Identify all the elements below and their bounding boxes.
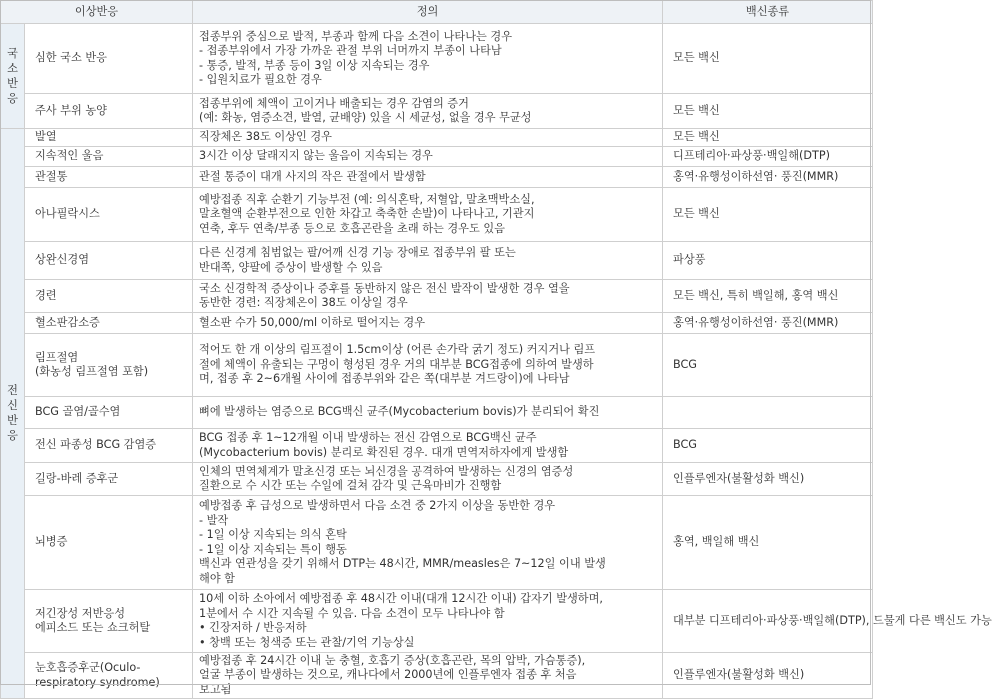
vaccine-type bbox=[663, 94, 873, 129]
reaction-definition-line: 보고됨 bbox=[199, 682, 232, 696]
reaction-definition-line: 말초혈액 순환부전으로 인한 차갑고 축축한 손발)이 나타나고, 기관지 bbox=[199, 207, 535, 221]
vaccine-type-line: (DTP), 드물게 다른 백신도 가능 bbox=[835, 613, 992, 627]
reaction-definition-line: 다른 신경계 침범없는 팔/어깨 신경 기능 장애로 접종부위 팔 또는 bbox=[199, 246, 516, 259]
table-row bbox=[1, 280, 873, 313]
vaccine-type bbox=[663, 313, 873, 334]
header-definition: 정의 bbox=[193, 1, 663, 24]
header-vaccine: 백신종류 bbox=[663, 1, 873, 24]
reaction-definition-line: 백신과 연관성을 갖기 위해서 DTP는 48시간, MMR/measles은 7~12일 이내 발생 bbox=[199, 557, 606, 570]
reaction-definition-line: 혈소판 수가 50,000/ml 이하로 떨어지는 경우 bbox=[199, 315, 426, 329]
reaction-definition bbox=[193, 397, 663, 429]
vaccine-type-line: BCG bbox=[673, 438, 697, 452]
reaction-definition-line: 절에 체액이 유출되는 구멍이 형성된 경우 거의 대부분 BCG접종에 의하여 발생하 bbox=[199, 357, 594, 371]
table-row bbox=[1, 397, 873, 429]
reaction-name-line: (화농성 림프절염 포함) bbox=[35, 365, 149, 378]
table-header-row bbox=[1, 1, 873, 24]
reaction-definition-line: 얼굴 부종이 발생하는 것으로, 캐나다에서 2000년에 인플루엔자 접종 후 처음 bbox=[199, 668, 577, 682]
vaccine-type bbox=[663, 242, 873, 280]
table-row bbox=[1, 242, 873, 280]
group-label-systemic: 전신반응 bbox=[7, 384, 18, 443]
vaccine-type bbox=[663, 280, 873, 313]
reaction-name-line: 아나필락시스 bbox=[35, 207, 100, 221]
reaction-definition-line: 동반한 경련: 직장체온이 38도 이상일 경우 bbox=[199, 296, 408, 309]
reaction-definition bbox=[193, 94, 663, 129]
reaction-definition-line: 10세 이하 소아에서 예방접종 후 48시간 이내(대개 12시간 이내) 갑자기 발생하며, bbox=[199, 592, 603, 605]
vaccine-type-line: 홍역, 백일해 백신 bbox=[673, 535, 760, 549]
reaction-name-line: 혈소판감소증 bbox=[35, 315, 100, 329]
reaction-name bbox=[25, 242, 193, 280]
reaction-definition bbox=[193, 188, 663, 242]
reaction-definition-line: 접종부위에 체액이 고이거나 배출되는 경우 감염의 증거 bbox=[199, 96, 469, 110]
reaction-name bbox=[25, 94, 193, 129]
reaction-name-line: 림프절염 bbox=[35, 350, 79, 364]
group-label-local: 국소반응 bbox=[7, 46, 18, 105]
reaction-definition bbox=[193, 242, 663, 280]
reaction-definition bbox=[193, 463, 663, 496]
vaccine-type-line: 모든 백신 bbox=[673, 207, 720, 221]
table-row bbox=[1, 590, 873, 653]
reaction-name-line: 전신 파종성 BCG 감염증 bbox=[35, 438, 157, 452]
reaction-name bbox=[25, 280, 193, 313]
group-systemic bbox=[1, 129, 25, 699]
reaction-definition bbox=[193, 129, 663, 147]
reaction-definition bbox=[193, 313, 663, 334]
reaction-definition bbox=[193, 334, 663, 397]
vaccine-type-line: 인플루엔자(불활성화 백신) bbox=[673, 668, 805, 682]
vaccine-type-line: 모든 백신 bbox=[673, 130, 720, 144]
reaction-name bbox=[25, 463, 193, 496]
reaction-definition bbox=[193, 590, 663, 653]
reaction-definition-line: 국소 신경학적 증상이나 증후를 동반하지 않은 전신 발작이 발생한 경우 열을 bbox=[199, 281, 570, 295]
vaccine-type-line: BCG bbox=[673, 357, 697, 371]
reaction-definition bbox=[193, 147, 663, 167]
reaction-name-line: 상완신경염 bbox=[35, 253, 90, 267]
table-row bbox=[1, 496, 873, 590]
reaction-name bbox=[25, 397, 193, 429]
table-row bbox=[1, 167, 873, 188]
vaccine-type-line: 파상풍 bbox=[673, 253, 706, 267]
reaction-definition-line: BCG 접종 후 1~12개월 이내 발생하는 전신 감염으로 BCG백신 균주 bbox=[199, 431, 537, 444]
reaction-definition-line: 해야 함 bbox=[199, 571, 235, 585]
reaction-name-line: 저긴장성 저반응성 bbox=[35, 606, 126, 620]
reaction-definition-line: 직장체온 38도 이상인 경우 bbox=[199, 130, 332, 144]
reaction-definition-line: - 발작 bbox=[199, 513, 229, 527]
table-row bbox=[1, 188, 873, 242]
reaction-name bbox=[25, 653, 193, 699]
reaction-name-line: 지속적인 울음 bbox=[35, 149, 104, 163]
vaccine-type-line: 모든 백신, 특히 백일해, 홍역 백신 bbox=[673, 288, 839, 302]
vaccine-type-line: 모든 백신 bbox=[673, 51, 720, 65]
reaction-name-line: 길랑-바레 증후군 bbox=[35, 471, 119, 485]
table-row bbox=[1, 94, 873, 129]
reaction-definition-line: 반대쪽, 양팔에 증상이 발생할 수 있음 bbox=[199, 260, 383, 274]
reaction-definition-line: 뼈에 발생하는 염증으로 BCG백신 균주(Mycobacterium bovis)가 분리되어 확진 bbox=[199, 405, 600, 419]
reaction-name bbox=[25, 147, 193, 167]
vaccine-type bbox=[663, 167, 873, 188]
reaction-name bbox=[25, 167, 193, 188]
table-row bbox=[1, 334, 873, 397]
group-local bbox=[1, 24, 25, 129]
reaction-definition-line: 3시간 이상 달래지지 않는 울음이 지속되는 경우 bbox=[199, 149, 433, 163]
reaction-definition-line: 적어도 한 개 이상의 림프절이 1.5cm이상 (어른 손가락 굵기 정도) 커지거나 림프 bbox=[199, 343, 596, 357]
vaccine-type bbox=[663, 653, 873, 699]
reaction-name bbox=[25, 24, 193, 94]
reaction-definition-line: (Mycobacterium bovis) 분리로 확진된 경우. 대개 면역저하자에게 발생함 bbox=[199, 445, 569, 459]
reaction-name bbox=[25, 313, 193, 334]
reaction-definition-line: 연축, 후두 연축/부종 등으로 호흡곤란을 초래 하는 경우도 있음 bbox=[199, 221, 505, 235]
reaction-definition-line: - 1일 이상 지속되는 의식 혼탁 bbox=[199, 528, 347, 541]
reaction-name bbox=[25, 188, 193, 242]
reaction-name bbox=[25, 429, 193, 463]
table-row bbox=[1, 653, 873, 699]
reaction-definition-line: 인체의 면역체계가 말초신경 또는 뇌신경을 공격하여 발생하는 신경의 염증성 bbox=[199, 464, 574, 478]
reaction-definition bbox=[193, 496, 663, 590]
reaction-name-line: respiratory syndrome) bbox=[35, 675, 160, 689]
reaction-definition-line: 1분에서 수 시간 지속될 수 있음. 다음 소견이 모두 나타나야 함 bbox=[199, 606, 505, 620]
vaccine-type bbox=[663, 463, 873, 496]
vaccine-type bbox=[663, 129, 873, 147]
reaction-definition-line: - 접종부위에서 가장 가까운 관절 부위 너머까지 부종이 나타남 bbox=[199, 44, 502, 57]
reaction-definition-line: - 통증, 발적, 부종 등이 3일 이상 지속되는 경우 bbox=[199, 58, 430, 72]
vaccine-type bbox=[663, 147, 873, 167]
vaccine-type-line: 인플루엔자(불활성화 백신) bbox=[673, 471, 805, 485]
reaction-definition bbox=[193, 167, 663, 188]
vaccine-type bbox=[663, 397, 873, 429]
vaccine-type-line: 홍역·유행성이하선염· 풍진(MMR) bbox=[673, 169, 839, 183]
vaccine-type-line: 홍역·유행성이하선염· 풍진(MMR) bbox=[673, 315, 839, 329]
reaction-definition-line: (예: 화농, 염증소견, 발열, 균배양) 있을 시 세균성, 없을 경우 무균성 bbox=[199, 111, 532, 124]
reaction-name bbox=[25, 129, 193, 147]
table-row bbox=[1, 24, 873, 94]
table-row bbox=[1, 313, 873, 334]
reaction-definition bbox=[193, 653, 663, 699]
vaccine-type-line: 디프테리아·파상풍·백일해(DTP) bbox=[673, 149, 830, 163]
reaction-name bbox=[25, 334, 193, 397]
vaccine-type bbox=[663, 24, 873, 94]
vaccine-type bbox=[663, 429, 873, 463]
table-row bbox=[1, 429, 873, 463]
reaction-name-line: BCG 골염/골수염 bbox=[35, 405, 121, 419]
vaccine-type bbox=[663, 188, 873, 242]
vaccine-type bbox=[663, 334, 873, 397]
reaction-definition-line: • 창백 또는 청색증 또는 관찰/기억 기능상실 bbox=[199, 635, 415, 649]
table-row bbox=[1, 129, 873, 147]
header-type: 이상반응 bbox=[1, 1, 193, 24]
reaction-definition bbox=[193, 24, 663, 94]
reaction-definition bbox=[193, 280, 663, 313]
reaction-name-line: 심한 국소 반응 bbox=[35, 51, 107, 65]
reaction-name-line: 관절통 bbox=[35, 169, 68, 183]
vaccine-type bbox=[663, 590, 992, 653]
reaction-definition-line: 예방접종 후 급성으로 발생하면서 다음 소견 중 2가지 이상을 동반한 경우 bbox=[199, 499, 556, 512]
reaction-name-line: 뇌병증 bbox=[35, 535, 68, 549]
reaction-name-line: 경련 bbox=[35, 288, 57, 302]
reaction-name-line: 에피소드 또는 쇼크허탈 bbox=[35, 621, 151, 634]
reaction-definition-line: 예방접종 직후 순환기 기능부전 (예: 의식혼탁, 저혈압, 말초맥박소실, bbox=[199, 192, 535, 206]
vaccine-type bbox=[663, 496, 873, 590]
reaction-name-line: 눈호흡증후군(Oculo- bbox=[35, 661, 141, 674]
vaccine-type-line: 모든 백신 bbox=[673, 103, 720, 117]
reaction-definition-line: 며, 접종 후 2~6개월 사이에 접종부위와 같은 쪽(대부분 겨드랑이)에 나타남 bbox=[199, 372, 570, 386]
table-row bbox=[1, 463, 873, 496]
reaction-name bbox=[25, 496, 193, 590]
reaction-definition-line: - 1일 이상 지속되는 특이 행동 bbox=[199, 542, 347, 556]
reaction-name bbox=[25, 590, 193, 653]
reaction-name-line: 주사 부위 농양 bbox=[35, 103, 107, 117]
reaction-definition-line: - 입원치료가 필요한 경우 bbox=[199, 73, 322, 86]
reaction-definition-line: 예방접종 후 24시간 이내 눈 충혈, 호흡기 증상(호흡곤란, 목의 압박, 가슴통증), bbox=[199, 653, 586, 667]
reaction-definition-line: 관절 통증이 대개 사지의 작은 관절에서 발생함 bbox=[199, 169, 426, 183]
reaction-definition-line: 접종부위 중심으로 발적, 부종과 함께 다음 소견이 나타나는 경우 bbox=[199, 29, 513, 43]
reaction-definition bbox=[193, 429, 663, 463]
reaction-definition-line: 질환으로 수 시간 또는 수일에 걸쳐 감각 및 근육마비가 진행함 bbox=[199, 479, 502, 492]
reaction-name-line: 발열 bbox=[35, 130, 57, 144]
vaccine-type-line: 대부분 디프테리아·파상풍·백일해 bbox=[673, 613, 835, 627]
table-row bbox=[1, 147, 873, 167]
reaction-definition-line: • 긴장저하 / 반응저하 bbox=[199, 621, 307, 634]
